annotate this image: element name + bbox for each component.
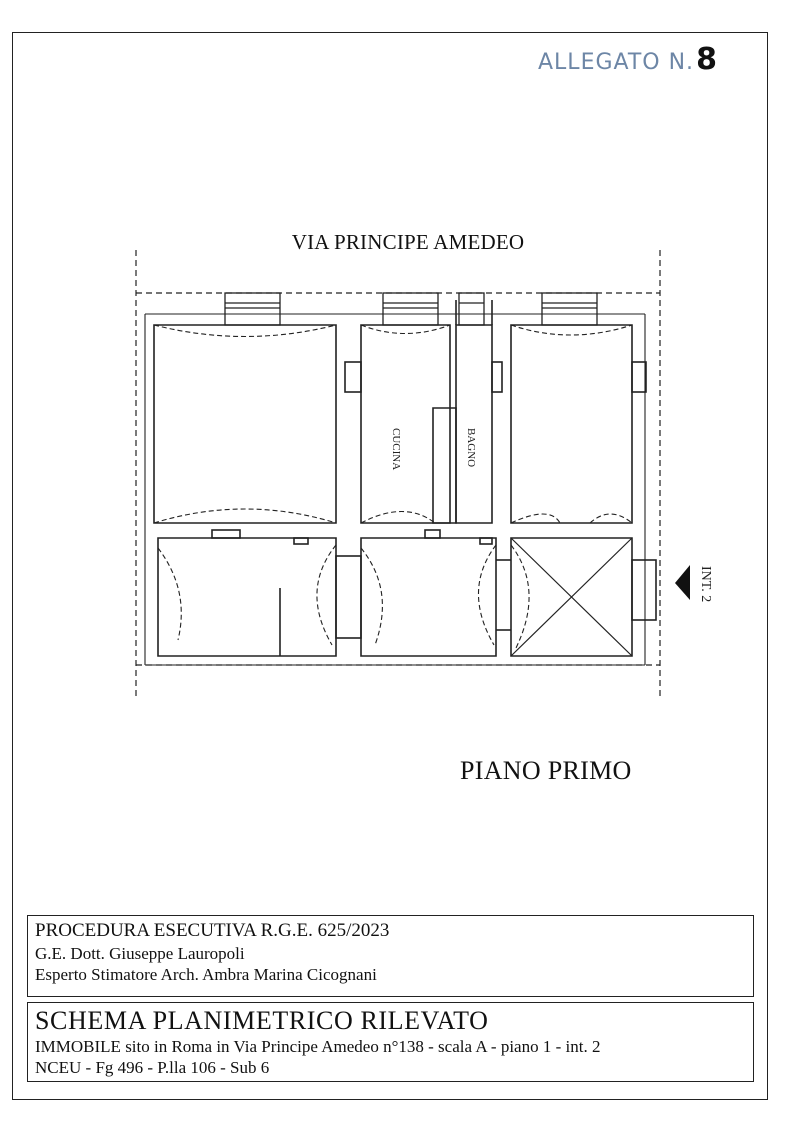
room-bathroom — [433, 300, 502, 523]
room-stairwell — [496, 538, 656, 656]
judge-name: G.E. Dott. Giuseppe Lauropoli — [35, 944, 245, 963]
room-kitchen — [345, 325, 450, 523]
room-label-kitchen: CUCINA — [390, 428, 402, 471]
procedure-title: PROCEDURA ESECUTIVA R.G.E. 625/2023 — [35, 920, 390, 941]
property-address: IMMOBILE sito in Roma in Via Principe Amedeo n°138 - scala A - piano 1 - int. 2 — [35, 1037, 601, 1056]
room-right-top — [511, 325, 646, 523]
room-bottom-left — [158, 530, 336, 656]
entrance-arrow-icon — [675, 565, 690, 600]
outer-walls — [145, 314, 645, 665]
attachment-stamp — [538, 42, 718, 77]
property-info-box — [27, 1002, 754, 1082]
plan-heading: SCHEMA PLANIMETRICO RILEVATO — [35, 1006, 489, 1035]
room-corridor — [336, 530, 496, 656]
floor-plan — [120, 240, 720, 710]
room-label-bathroom: BAGNO — [465, 428, 477, 468]
attachment-stamp-number: 8 — [696, 42, 718, 77]
floor-title: PIANO PRIMO — [460, 756, 632, 785]
property-boundary — [136, 250, 660, 700]
procedure-info-box — [27, 915, 754, 997]
cadastral-reference: NCEU - Fg 496 - P.lla 106 - Sub 6 — [35, 1058, 270, 1077]
room-large-left — [154, 325, 336, 523]
unit-marker-label: INT. 2 — [698, 566, 713, 603]
street-name-text: VIA PRINCIPE AMEDEO — [291, 230, 525, 254]
street-windows — [225, 293, 597, 325]
attachment-stamp-label: ALLEGATO N. — [538, 50, 695, 75]
expert-name: Esperto Stimatore Arch. Ambra Marina Cicognani — [35, 965, 377, 984]
